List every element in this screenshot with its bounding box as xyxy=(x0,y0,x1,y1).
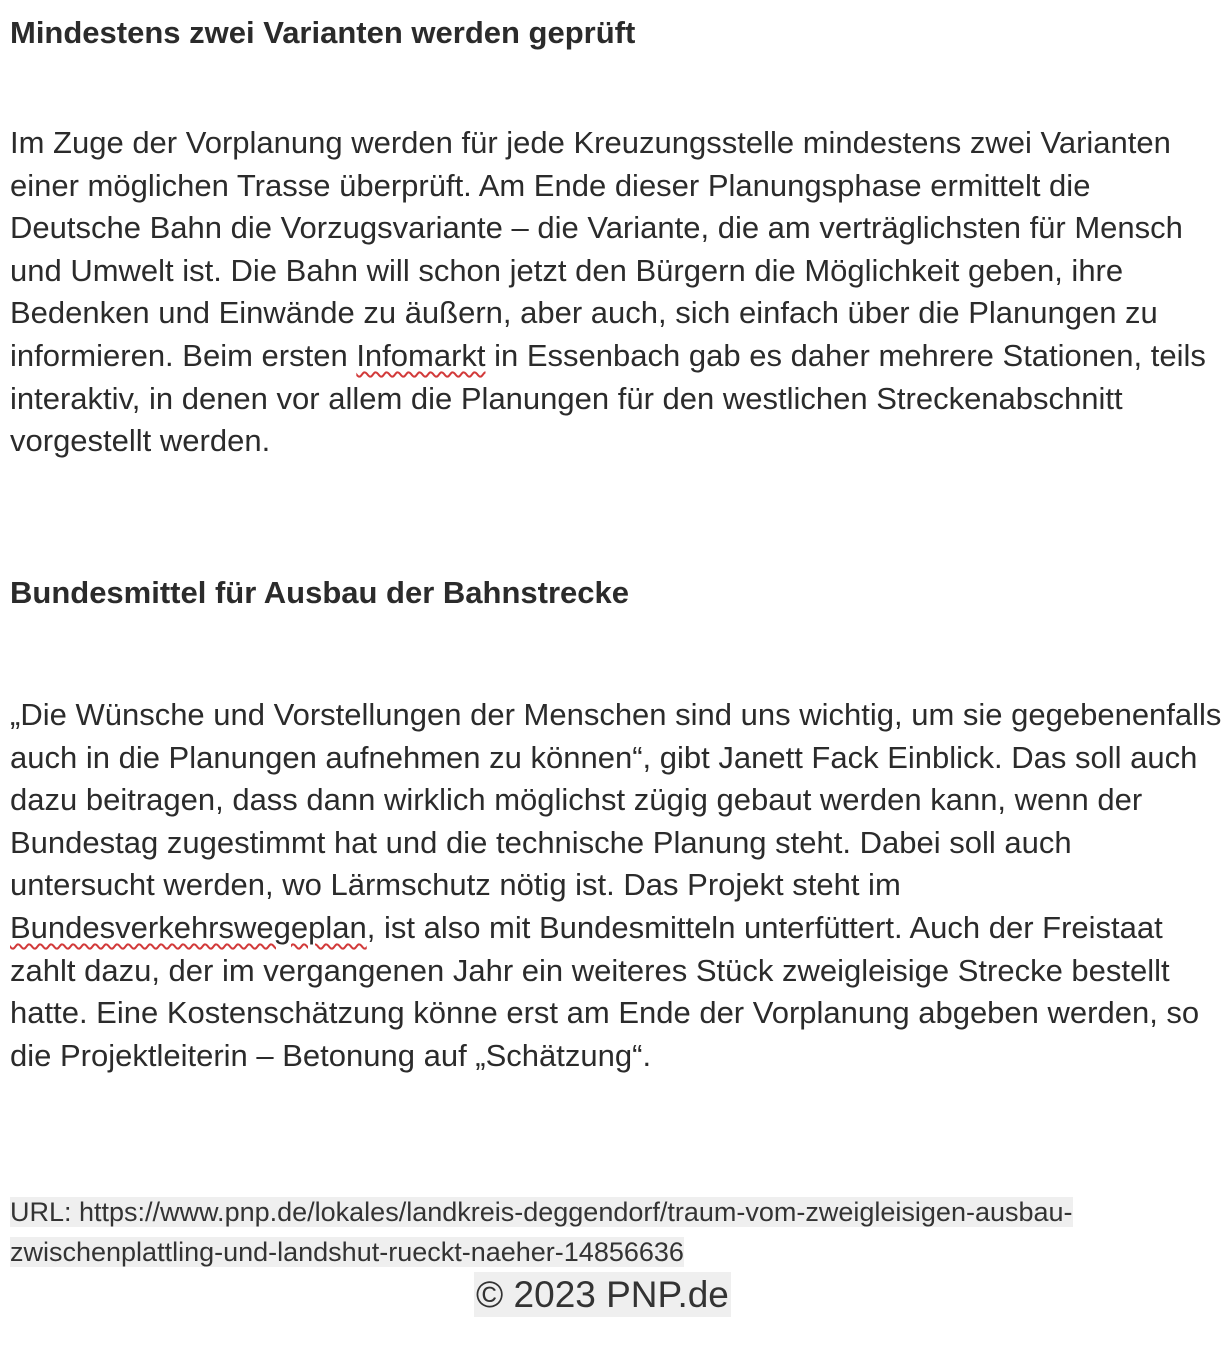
source-url xyxy=(10,1192,1180,1272)
paragraph-text: Im Zuge der Vorplanung werden für jede Kreuzungsstelle mindestens zwei Varianten einer möglichen Trasse überprüft. Am Ende dieser Planungsphase ermittelt die Deutsche Bahn die Vorzugsvariante – die Variante, die am verträglichsten für Mensch und Umwelt ist. Die Bahn will schon jetzt den Bürgern die Möglichkeit geben, ihre Bedenken und Einwände zu äußern, aber auch, sich einfach über die Planungen zu informieren. Beim ersten xyxy=(10,125,1183,373)
spellcheck-flagged-word[interactable]: Bundesverkehrswegeplan xyxy=(10,909,367,945)
paragraph-text: „Die Wünsche und Vorstellungen der Menschen sind uns wichtig, um sie gegebenenfalls auch in die Planungen aufnehmen zu können“, gibt Janett Fack Einblick. Das soll auch dazu beitragen, dass dann wirklich möglichst zügig gebaut werden kann, wenn der Bundestag zugestimmt hat und die technische Planung steht. Dabei soll auch untersucht werden, wo Lärmschutz nötig ist. Das Projekt steht im xyxy=(10,697,1222,903)
section-heading: Bundesmittel für Ausbau der Bahnstrecke xyxy=(10,575,629,610)
source-url-text[interactable]: URL: https://www.pnp.de/lokales/landkreis-deggendorf/traum-vom-zweigleisigen-ausbau-zwischenplattling-und-landshut-rueckt-naeher-14856636 xyxy=(10,1197,1073,1267)
paragraph-text: in Essenbach gab es daher mehrere Stationen, teils interaktiv, in denen vor allem die Planungen für den westlichen Streckenabschnitt vorgestellt werden. xyxy=(10,337,1206,459)
paragraph xyxy=(10,694,1222,1077)
paragraph-text: , ist also mit Bundesmitteln unterfüttert. Auch der Freistaat zahlt dazu, der im vergangenen Jahr ein weiteres Stück zweigleisige Strecke bestellt hatte. Eine Kostenschätzung könne erst am Ende der Vorplanung abgeben werden, so die Projektleiterin – Betonung auf „Schätzung“. xyxy=(10,909,1200,1073)
copyright-notice: © 2023 PNP.de xyxy=(476,1274,729,1315)
spellcheck-flagged-word[interactable]: Infomarkt xyxy=(356,337,486,373)
section-heading: Mindestens zwei Varianten werden geprüft xyxy=(10,15,636,50)
paragraph xyxy=(10,122,1222,463)
